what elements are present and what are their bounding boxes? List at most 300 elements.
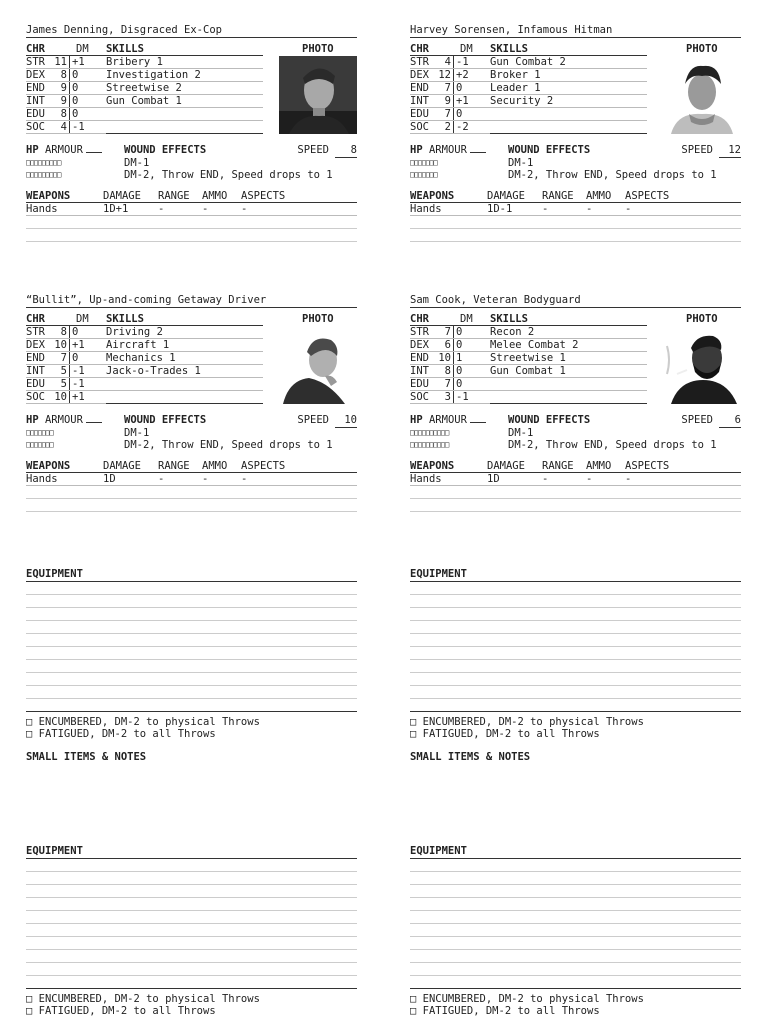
character-title: Sam Cook, Veteran Bodyguard	[410, 294, 741, 308]
weapon-row-empty[interactable]	[26, 486, 357, 499]
equipment-line[interactable]	[26, 582, 357, 595]
skill-text: Jack-o-Trades 1	[106, 365, 201, 377]
armour-field[interactable]	[86, 152, 102, 153]
stat-dm: -1	[456, 56, 469, 68]
weapons-table	[26, 460, 357, 512]
encumbered-checkbox[interactable]: □ ENCUMBERED, DM-2 to physical Throws	[26, 993, 260, 1005]
equipment-line[interactable]	[26, 872, 357, 885]
weapon-row-empty[interactable]	[26, 499, 357, 512]
equipment-line[interactable]	[410, 950, 741, 963]
equipment-line[interactable]	[26, 673, 357, 686]
skill-row	[106, 95, 263, 108]
equipment-line[interactable]	[410, 911, 741, 924]
armour-label: ARMOUR	[428, 414, 467, 426]
fatigued-checkbox[interactable]: □ FATIGUED, DM-2 to all Throws	[410, 728, 600, 740]
weapon-row	[410, 203, 741, 216]
hp-label: HP	[26, 414, 39, 426]
weapon-row-empty[interactable]	[410, 229, 741, 242]
chr-header: CHR	[26, 43, 45, 55]
equipment-line[interactable]	[26, 595, 357, 608]
skill-row	[106, 365, 263, 378]
stat-name: DEX	[410, 339, 429, 351]
character-portrait	[663, 56, 741, 134]
armour-label: ARMOUR	[44, 414, 83, 426]
skill-row	[106, 82, 263, 95]
damage-header: DAMAGE	[103, 460, 141, 472]
stat-row	[26, 378, 106, 391]
stat-dm: -1	[72, 378, 85, 390]
stat-name: END	[410, 82, 429, 94]
skill-row	[106, 121, 263, 134]
wound-effects-label: WOUND EFFECTS	[124, 414, 207, 426]
equipment-line[interactable]	[410, 582, 741, 595]
weapon-ammo: -	[586, 473, 593, 485]
stats-header	[410, 313, 490, 326]
stat-name: SOC	[26, 121, 45, 133]
speed-field	[681, 144, 741, 158]
equipment-line[interactable]	[410, 595, 741, 608]
weapon-name: Hands	[26, 203, 58, 215]
hp-armour-label	[26, 144, 102, 157]
stat-dm: 0	[72, 82, 79, 94]
equipment-line[interactable]	[410, 634, 741, 647]
photo-label: PHOTO	[302, 313, 334, 325]
weapons-table	[410, 190, 741, 242]
wound-boxes-2[interactable]: □□□□□□□□□□	[410, 440, 449, 449]
equipment-label: EQUIPMENT	[26, 845, 357, 859]
wound-effect-1: DM-1	[124, 157, 150, 169]
wound-effect-2: DM-2, Throw END, Speed drops to 1	[508, 439, 717, 451]
skill-text: Security 2	[490, 95, 554, 107]
skill-text: Mechanics 1	[106, 352, 176, 364]
stat-name: END	[410, 352, 429, 364]
equipment-line[interactable]	[26, 660, 357, 673]
stat-value: 10	[436, 352, 454, 364]
equipment-line[interactable]	[410, 937, 741, 950]
photo-label: PHOTO	[686, 43, 718, 55]
equipment-line[interactable]	[26, 634, 357, 647]
weapon-name: Hands	[26, 473, 58, 485]
wound-effect-1: DM-1	[508, 427, 534, 439]
equipment-line[interactable]	[410, 673, 741, 686]
stat-row	[410, 95, 490, 108]
character-portrait	[663, 326, 741, 404]
wound-boxes-1[interactable]: □□□□□□□	[410, 158, 437, 167]
weapon-range: -	[542, 473, 549, 485]
wound-effects-label: WOUND EFFECTS	[508, 414, 591, 426]
stat-name: EDU	[410, 378, 429, 390]
small-items-notes-label: SMALL ITEMS & NOTES	[410, 751, 531, 763]
weapon-row	[410, 473, 741, 486]
stat-dm: -2	[456, 121, 469, 133]
equipment-line[interactable]	[410, 976, 741, 989]
weapon-ammo: -	[202, 473, 209, 485]
weapon-damage: 1D	[487, 473, 500, 485]
stat-row	[410, 339, 490, 352]
wound-boxes-1[interactable]: □□□□□□□□□□	[410, 428, 449, 437]
wound-boxes-2[interactable]: □□□□□□□	[26, 440, 53, 449]
skills-label: SKILLS	[490, 313, 528, 325]
weapon-row-empty[interactable]	[26, 229, 357, 242]
skills-header	[106, 313, 263, 326]
wound-boxes-1[interactable]: □□□□□□□	[26, 428, 53, 437]
fatigued-checkbox[interactable]: □ FATIGUED, DM-2 to all Throws	[410, 1005, 600, 1017]
stat-name: STR	[410, 56, 429, 68]
stat-row	[26, 69, 106, 82]
equipment-line[interactable]	[26, 621, 357, 634]
value-header	[436, 43, 456, 55]
stat-name: EDU	[26, 108, 45, 120]
stat-value: 5	[52, 365, 70, 377]
equipment-section	[410, 568, 741, 763]
stat-dm: 0	[72, 352, 79, 364]
skill-row	[490, 95, 647, 108]
dm-header: DM	[76, 43, 89, 55]
character-card	[26, 24, 357, 270]
weapon-row-empty[interactable]	[26, 216, 357, 229]
stat-value: 7	[436, 326, 454, 338]
speed-value: 6	[719, 414, 741, 428]
stat-dm: 0	[456, 82, 463, 94]
skills-label: SKILLS	[106, 313, 144, 325]
weapons-table	[410, 460, 741, 512]
stat-row	[410, 378, 490, 391]
skill-row	[106, 326, 263, 339]
stat-name: STR	[26, 56, 45, 68]
weapon-row-empty[interactable]	[410, 216, 741, 229]
range-header: RANGE	[158, 460, 190, 472]
hp-armour-label	[410, 144, 486, 157]
stat-value: 11	[52, 56, 70, 68]
equipment-line[interactable]	[410, 647, 741, 660]
stat-value: 12	[436, 69, 454, 81]
stat-value: 9	[52, 82, 70, 94]
stat-name: SOC	[410, 391, 429, 403]
weapon-name: Hands	[410, 203, 442, 215]
skill-text: Investigation 2	[106, 69, 201, 81]
speed-label: SPEED	[681, 144, 713, 156]
stat-dm: +1	[72, 339, 85, 351]
skill-row	[490, 326, 647, 339]
stat-value: 2	[436, 121, 454, 133]
equipment-line[interactable]	[26, 898, 357, 911]
speed-value: 12	[719, 144, 741, 158]
skill-text: Leader 1	[490, 82, 541, 94]
stat-name: STR	[26, 326, 45, 338]
skill-text: Gun Combat 1	[490, 365, 566, 377]
fatigued-checkbox[interactable]: □ FATIGUED, DM-2 to all Throws	[26, 728, 216, 740]
stat-value: 8	[52, 326, 70, 338]
equipment-line[interactable]	[26, 885, 357, 898]
weapon-damage: 1D	[103, 473, 116, 485]
weapon-aspects: -	[625, 203, 632, 215]
weapons-header	[410, 190, 741, 203]
skill-row	[106, 391, 263, 404]
encumbered-checkbox[interactable]: □ ENCUMBERED, DM-2 to physical Throws	[26, 716, 260, 728]
skills-label: SKILLS	[490, 43, 528, 55]
stat-row	[410, 121, 490, 134]
hp-armour-label	[26, 414, 102, 427]
stat-name: INT	[410, 95, 429, 107]
character-title: James Denning, Disgraced Ex-Cop	[26, 24, 357, 38]
speed-field	[681, 414, 741, 428]
photo-label: PHOTO	[686, 313, 718, 325]
equipment-line[interactable]	[26, 950, 357, 963]
equipment-line[interactable]	[410, 686, 741, 699]
wound-boxes-1[interactable]: □□□□□□□□□	[26, 158, 61, 167]
aspects-header: ASPECTS	[625, 460, 670, 472]
skill-text: Broker 1	[490, 69, 541, 81]
equipment-line[interactable]	[410, 963, 741, 976]
value-header	[52, 313, 72, 325]
stat-value: 9	[52, 95, 70, 107]
skills-header	[490, 313, 647, 326]
wound-effect-1: DM-1	[508, 157, 534, 169]
ammo-header: AMMO	[202, 460, 228, 472]
stat-dm: 0	[456, 365, 463, 377]
stat-value: 7	[436, 82, 454, 94]
wound-effect-2: DM-2, Throw END, Speed drops to 1	[508, 169, 717, 181]
weapon-range: -	[542, 203, 549, 215]
stat-name: DEX	[26, 69, 45, 81]
wound-effect-2: DM-2, Throw END, Speed drops to 1	[124, 169, 333, 181]
weapons-header	[26, 190, 357, 203]
speed-field	[297, 144, 357, 158]
stat-value: 7	[436, 108, 454, 120]
weapons-label: WEAPONS	[26, 190, 71, 202]
speed-label: SPEED	[297, 414, 329, 426]
stat-name: END	[26, 82, 45, 94]
aspects-header: ASPECTS	[241, 190, 286, 202]
range-header: RANGE	[542, 460, 574, 472]
stat-dm: 0	[456, 326, 463, 338]
stat-dm: +1	[72, 56, 85, 68]
stat-name: STR	[410, 326, 429, 338]
skill-row	[490, 378, 647, 391]
stat-value: 7	[52, 352, 70, 364]
equipment-label: EQUIPMENT	[410, 568, 741, 582]
equipment-line[interactable]	[410, 924, 741, 937]
wound-effect-2: DM-2, Throw END, Speed drops to 1	[124, 439, 333, 451]
skill-text: Streetwise 1	[490, 352, 566, 364]
stat-dm: +1	[456, 95, 469, 107]
speed-value: 10	[335, 414, 357, 428]
equipment-line[interactable]	[26, 976, 357, 989]
skill-row	[490, 391, 647, 404]
weapons-label: WEAPONS	[410, 190, 455, 202]
equipment-line[interactable]	[410, 621, 741, 634]
stat-row	[26, 108, 106, 121]
weapon-row-empty[interactable]	[410, 499, 741, 512]
stat-row	[410, 82, 490, 95]
ammo-header: AMMO	[202, 190, 228, 202]
stat-name: SOC	[26, 391, 45, 403]
skill-text: Aircraft 1	[106, 339, 170, 351]
characteristics-table	[26, 313, 106, 404]
range-header: RANGE	[542, 190, 574, 202]
skill-row	[490, 69, 647, 82]
stat-row	[26, 326, 106, 339]
skill-text: Gun Combat 2	[490, 56, 566, 68]
skills-table	[490, 313, 647, 404]
stat-name: INT	[26, 365, 45, 377]
armour-field[interactable]	[86, 422, 102, 423]
stat-dm: +2	[456, 69, 469, 81]
armour-label: ARMOUR	[44, 144, 83, 156]
chr-header: CHR	[26, 313, 45, 325]
skill-row	[490, 56, 647, 69]
armour-field[interactable]	[470, 152, 486, 153]
equipment-line[interactable]	[26, 963, 357, 976]
stat-row	[26, 391, 106, 404]
skills-table	[490, 43, 647, 134]
stat-dm: -1	[456, 391, 469, 403]
weapon-aspects: -	[241, 203, 248, 215]
weapon-ammo: -	[202, 203, 209, 215]
weapon-row	[26, 203, 357, 216]
aspects-header: ASPECTS	[625, 190, 670, 202]
skill-row	[490, 121, 647, 134]
armour-field[interactable]	[470, 422, 486, 423]
weapon-aspects: -	[241, 473, 248, 485]
value-header	[436, 313, 456, 325]
characteristics-table	[410, 313, 490, 404]
stat-dm: 0	[456, 339, 463, 351]
equipment-line[interactable]	[410, 859, 741, 872]
stat-dm: +1	[72, 391, 85, 403]
skill-row	[490, 339, 647, 352]
equipment-label: EQUIPMENT	[26, 568, 357, 582]
equipment-line[interactable]	[410, 898, 741, 911]
stat-row	[410, 69, 490, 82]
weapon-range: -	[158, 203, 165, 215]
hp-armour-label	[410, 414, 486, 427]
weapon-row	[26, 473, 357, 486]
stat-row	[410, 108, 490, 121]
stat-value: 8	[436, 365, 454, 377]
dm-header: DM	[76, 313, 89, 325]
characteristics-table	[26, 43, 106, 134]
stat-name: INT	[410, 365, 429, 377]
wound-effects-label: WOUND EFFECTS	[508, 144, 591, 156]
weapon-ammo: -	[586, 203, 593, 215]
ammo-header: AMMO	[586, 190, 612, 202]
speed-value: 8	[335, 144, 357, 158]
skill-row	[106, 378, 263, 391]
equipment-line[interactable]	[26, 647, 357, 660]
skills-header	[490, 43, 647, 56]
stat-value: 4	[52, 121, 70, 133]
damage-header: DAMAGE	[103, 190, 141, 202]
stat-name: DEX	[410, 69, 429, 81]
stat-value: 8	[52, 108, 70, 120]
weapons-table	[26, 190, 357, 242]
character-portrait	[279, 56, 357, 134]
stat-dm: 0	[456, 108, 463, 120]
stat-value: 10	[52, 391, 70, 403]
stat-row	[410, 326, 490, 339]
speed-label: SPEED	[297, 144, 329, 156]
skill-row	[106, 69, 263, 82]
equipment-line[interactable]	[26, 937, 357, 950]
weapon-damage: 1D-1	[487, 203, 513, 215]
character-card	[410, 24, 741, 270]
weapons-header	[26, 460, 357, 473]
stat-name: END	[26, 352, 45, 364]
skills-table	[106, 313, 263, 404]
wound-effect-1: DM-1	[124, 427, 150, 439]
damage-header: DAMAGE	[487, 460, 525, 472]
stat-value: 5	[52, 378, 70, 390]
character-card	[26, 294, 357, 540]
equipment-line[interactable]	[410, 872, 741, 885]
equipment-line[interactable]	[410, 699, 741, 712]
stat-value: 10	[52, 339, 70, 351]
equipment-line[interactable]	[26, 608, 357, 621]
stat-dm: 0	[456, 378, 463, 390]
stat-value: 3	[436, 391, 454, 403]
encumbered-checkbox[interactable]: □ ENCUMBERED, DM-2 to physical Throws	[410, 993, 644, 1005]
stat-row	[26, 352, 106, 365]
stat-row	[26, 365, 106, 378]
value-header	[52, 43, 72, 55]
skill-text: Gun Combat 1	[106, 95, 182, 107]
equipment-line[interactable]	[410, 660, 741, 673]
character-portrait	[279, 326, 357, 404]
characteristics-table	[410, 43, 490, 134]
stat-value: 7	[436, 378, 454, 390]
wound-boxes-2[interactable]: □□□□□□□	[410, 170, 437, 179]
speed-label: SPEED	[681, 414, 713, 426]
equipment-line[interactable]	[26, 859, 357, 872]
stat-dm: 1	[456, 352, 463, 364]
stat-dm: 0	[72, 95, 79, 107]
stat-dm: 0	[72, 69, 79, 81]
stats-header	[26, 43, 106, 56]
weapon-row-empty[interactable]	[410, 486, 741, 499]
skill-row	[106, 56, 263, 69]
equipment-section	[410, 845, 741, 1017]
equipment-line[interactable]	[26, 699, 357, 712]
weapon-name: Hands	[410, 473, 442, 485]
equipment-line[interactable]	[26, 924, 357, 937]
stat-row	[26, 56, 106, 69]
encumbered-checkbox[interactable]: □ ENCUMBERED, DM-2 to physical Throws	[410, 716, 644, 728]
character-card	[410, 294, 741, 540]
character-title: “Bullit”, Up-and-coming Getaway Driver	[26, 294, 357, 308]
skills-header	[106, 43, 263, 56]
equipment-line[interactable]	[410, 608, 741, 621]
dm-header: DM	[460, 43, 473, 55]
fatigued-checkbox[interactable]: □ FATIGUED, DM-2 to all Throws	[26, 1005, 216, 1017]
equipment-line[interactable]	[410, 885, 741, 898]
photo-label: PHOTO	[302, 43, 334, 55]
stat-row	[26, 339, 106, 352]
stat-row	[26, 82, 106, 95]
wound-boxes-2[interactable]: □□□□□□□□□	[26, 170, 61, 179]
skill-row	[106, 108, 263, 121]
stat-name: EDU	[410, 108, 429, 120]
hp-label: HP	[410, 414, 423, 426]
stat-dm: -1	[72, 121, 85, 133]
stat-value: 9	[436, 95, 454, 107]
damage-header: DAMAGE	[487, 190, 525, 202]
stat-name: DEX	[26, 339, 45, 351]
equipment-line[interactable]	[26, 686, 357, 699]
equipment-line[interactable]	[26, 911, 357, 924]
skill-text: Driving 2	[106, 326, 163, 338]
chr-header: CHR	[410, 43, 429, 55]
